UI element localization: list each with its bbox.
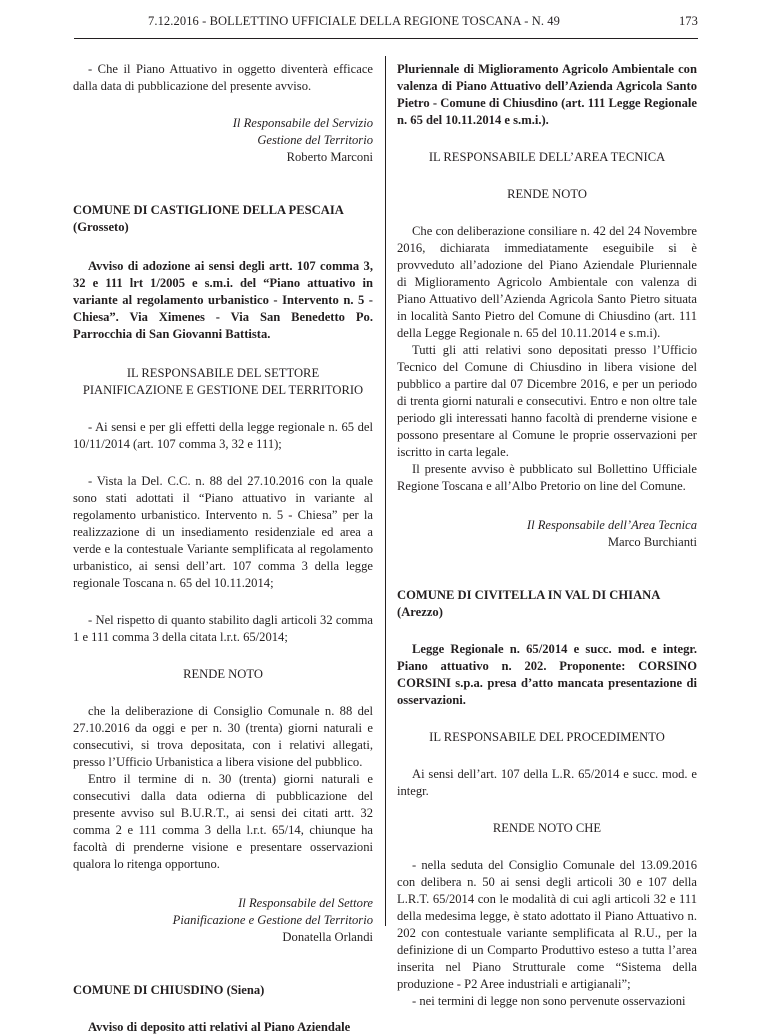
bulletin-title: 7.12.2016 - BOLLETTINO UFFICIALE DELLA REGIONE TOSCANA - N. 49	[148, 14, 560, 28]
rende-noto-heading: RENDE NOTO	[183, 667, 263, 681]
signature-name: Donatella Orlandi	[282, 930, 373, 944]
signature-role: Il Responsabile dell’Area Tecnica	[526, 518, 697, 532]
right-column	[397, 61, 697, 1008]
left-column	[73, 61, 373, 1034]
body-paragraph: - nella seduta del Consiglio Comunale del 13.09.2016 con delibera n. 50 ai sensi degli articoli 30 e 107 della L.R.T. 65/2014 con le modalità di cui agli articoli 32 e 111 della medesima legge, è stato adottato il Piano Attuativo n. 202 con contestuale variante semplificata al R.U., per la definizione di un Comparto Produttivo esteso a tutta l’area inserita nel Piano Strutturale come “Sistema della produzione - P2 Aree industriali e artigianali”;	[397, 858, 697, 991]
signature-name: Roberto Marconi	[286, 150, 373, 164]
notice-title: Avviso di deposito atti relativi al Piano Aziendale	[88, 1020, 351, 1034]
entity-heading: COMUNE DI CASTIGLIONE DELLA PESCAIA	[73, 203, 344, 217]
body-paragraph: - Nel rispetto di quanto stabilito dagli articoli 32 comma 1 e 111 comma 3 della citata l.r.t. 65/2014;	[73, 613, 373, 644]
intro-paragraph: - Che il Piano Attuativo in oggetto diventerà efficace dalla data di pubblicazione del presente avviso.	[73, 62, 373, 93]
signature-office: Gestione del Territorio	[257, 133, 373, 147]
page-number: 173	[678, 14, 698, 28]
signature-name: Marco Burchianti	[607, 535, 697, 549]
column-divider	[385, 56, 386, 926]
office-heading-sub: PIANIFICAZIONE E GESTIONE DEL TERRITORIO	[82, 383, 364, 397]
body-paragraph: Che con deliberazione consiliare n. 42 del 24 Novembre 2016, dichiarata immediatamente eseguibile si è provveduto all’adozione del Piano Aziendale Pluriennale di Miglioramento Agricolo Ambientale con valenza di Piano Attuativo dell’Azienda Agricola Santo Pietro situata in località Santo Pietro del Comune di Chiusdino (art. 111 della Legge Regionale n. 65 del 10.11.2014 e s.m.i).	[397, 224, 697, 340]
body-paragraph: che la deliberazione di Consiglio Comunale n. 88 del 27.10.2016 da oggi e per n. 30 (trenta) giorni naturali e consecutivi, si trova depositata, con i relativi allegati, presso l’Ufficio Urbanistica a libera visione del pubblico.	[73, 704, 373, 769]
body-paragraph: Tutti gli atti relativi sono depositati presso l’Ufficio Tecnico del Comune di Chiusdino in libera visione del pubblico a partire dal 07 Dicembre 2016, e per un periodo di trenta giorni naturali e consecutivi. Entro e non oltre tale periodo gli interessati hanno facoltà di prenderne visione e possono presentare al Comune le proprie osservazioni per iscritto in carta legale.	[397, 343, 697, 459]
notice-title-continued: Pluriennale di Miglioramento Agricolo Ambientale con valenza di Piano Attuativo dell’Azienda Agricola Santo Pietro - Comune di Chiusdino (art. 111 Legge Regionale n. 65 del 10.11.2014 e s.m.i.).	[397, 62, 697, 127]
body-paragraph: Ai sensi dell’art. 107 della L.R. 65/2014 e succ. mod. e integr.	[397, 767, 697, 798]
notice-title: Legge Regionale n. 65/2014 e succ. mod. e integr. Piano attuativo n. 202. Proponente: CORSINO CORSINI s.p.a. presa d’atto mancata presentazione di osservazioni.	[397, 642, 697, 707]
header-rule	[74, 38, 698, 39]
notice-title: Avviso di adozione ai sensi degli artt. 107 comma 3, 32 e 111 lrt 1/2005 e s.m.i. del “Piano attuativo in variante al regolamento urbanistico - Intervento n. 5 - Chiesa”. Via Ximenes - Via San Benedetto Po. Parrocchia di San Giovanni Battista.	[73, 259, 373, 341]
signature-role: Il Responsabile del Settore	[238, 896, 373, 910]
body-paragraph: - Ai sensi e per gli effetti della legge regionale n. 65 del 10/11/2014 (art. 107 comma 3, 32 e 111);	[73, 420, 373, 451]
body-paragraph: Entro il termine di n. 30 (trenta) giorni naturali e consecutivi dalla data odierna di pubblicazione del presente avviso sul B.U.R.T., ai sensi dei citati artt. 32 comma 2 e 111 comma 3 della l.r.t. 65/14, chiunque ha facoltà di prenderne visione e presentare osservazioni qualora lo ritenga opportuno.	[73, 772, 373, 871]
office-heading: IL RESPONSABILE DEL SETTORE	[126, 366, 320, 380]
office-heading: IL RESPONSABILE DELL’AREA TECNICA	[428, 150, 666, 164]
entity-heading: COMUNE DI CHIUSDINO (Siena)	[73, 983, 265, 997]
body-paragraph: Il presente avviso è pubblicato sul Bollettino Ufficiale Regione Toscana e all’Albo Pretorio on line del Comune.	[397, 462, 697, 493]
page-header	[74, 14, 698, 34]
signature-office: Pianificazione e Gestione del Territorio	[172, 913, 373, 927]
entity-heading: COMUNE DI CIVITELLA IN VAL DI CHIANA	[397, 588, 661, 602]
signature-role: Il Responsabile del Servizio	[232, 116, 373, 130]
office-heading: IL RESPONSABILE DEL PROCEDIMENTO	[429, 730, 665, 744]
rende-noto-heading: RENDE NOTO CHE	[492, 821, 602, 835]
entity-province: (Grosseto)	[73, 220, 129, 234]
entity-province: (Arezzo)	[397, 605, 443, 619]
rende-noto-heading: RENDE NOTO	[507, 187, 587, 201]
body-paragraph: - nei termini di legge non sono pervenute osservazioni	[412, 994, 686, 1008]
body-paragraph: - Vista la Del. C.C. n. 88 del 27.10.2016 con la quale sono stati adottati il “Piano attuativo in variante al regolamento urbanistico. Intervento n. 5 - Chiesa” per la realizzazione di un insediamento residenziale ed area a verde e la contestuale Variante semplificata al regolamento urbanistico, ai sensi dell’art. 107 comma 3 della legge regionale Toscana n. 65 del 10.11.2014;	[73, 474, 373, 590]
